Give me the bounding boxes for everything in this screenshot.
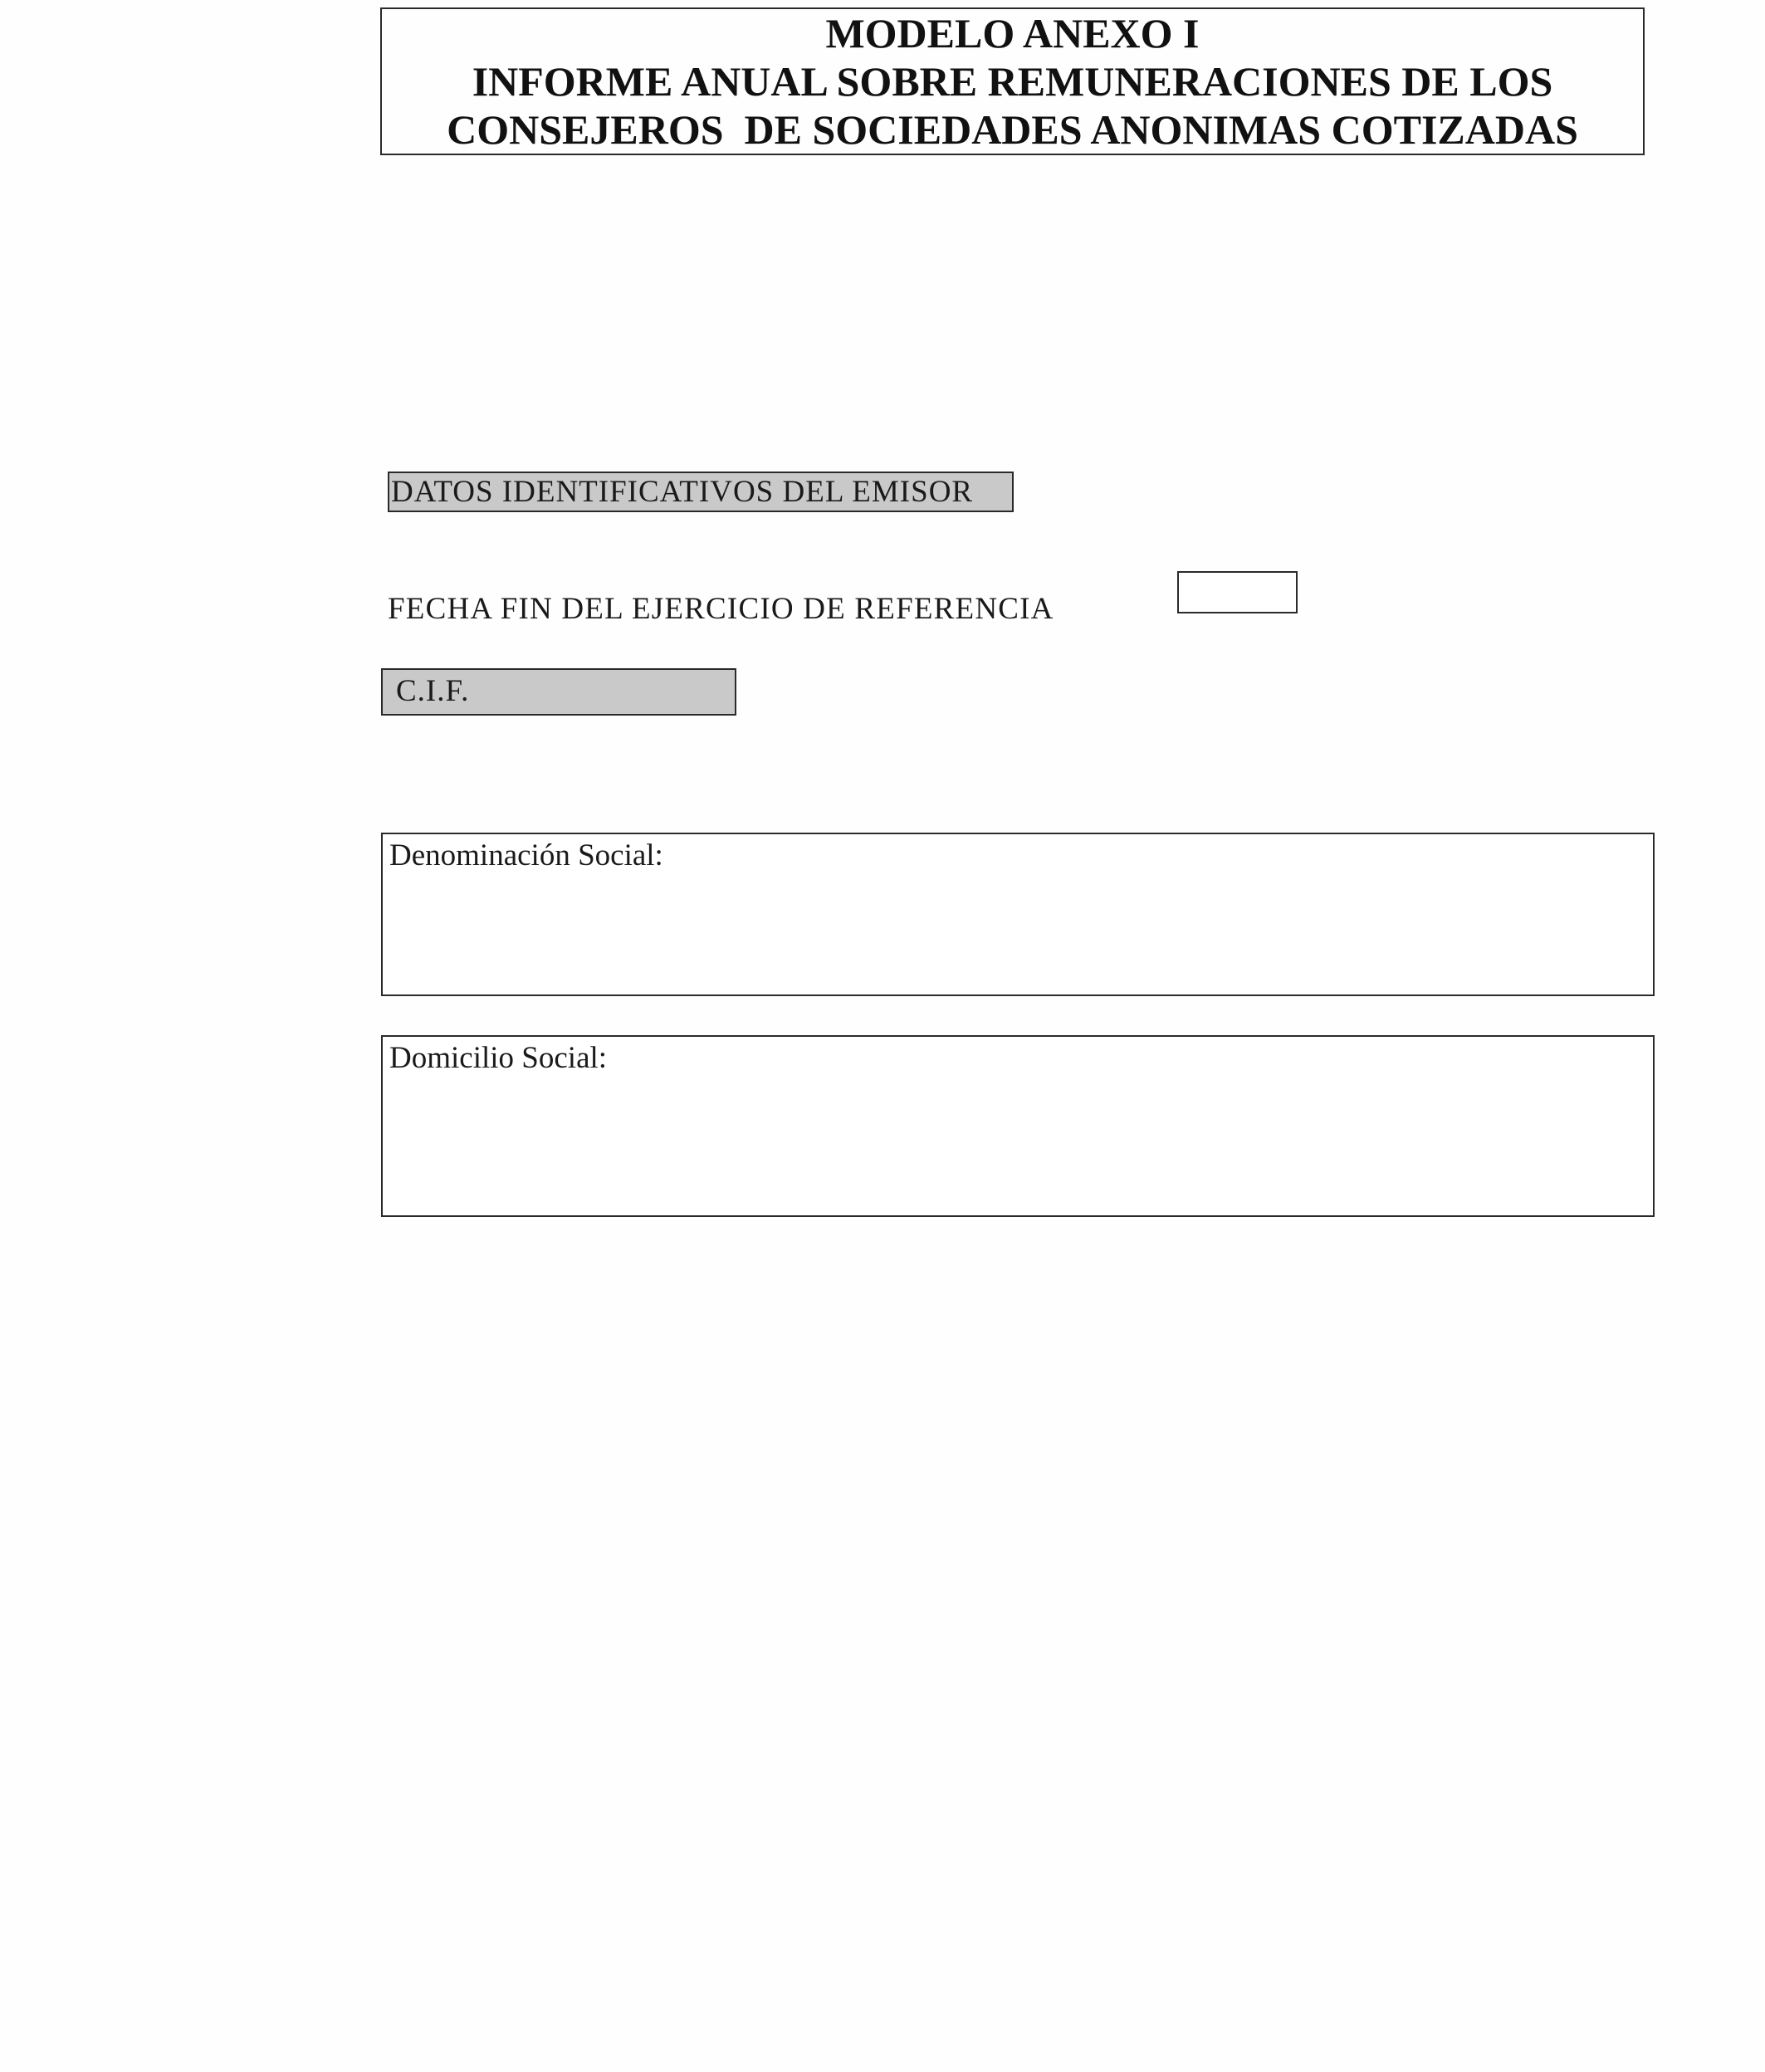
fiscal-year-end-field[interactable] (1177, 571, 1298, 613)
registered-address-field[interactable] (381, 1035, 1655, 1217)
fiscal-year-end-label: FECHA FIN DEL EJERCICIO DE REFERENCIA (388, 592, 1054, 626)
section-header-issuer-data: DATOS IDENTIFICATIVOS DEL EMISOR (388, 472, 1014, 512)
company-name-label: Denominación Social: (389, 838, 663, 872)
company-name-field[interactable] (381, 833, 1655, 996)
title-line-3: CONSEJEROS DE SOCIEDADES ANONIMAS COTIZADAS (447, 106, 1578, 153)
cif-label: C.I.F. (396, 674, 470, 708)
title-line-2: INFORME ANUAL SOBRE REMUNERACIONES DE LOS (472, 58, 1553, 105)
cif-field[interactable] (381, 668, 736, 716)
registered-address-label: Domicilio Social: (389, 1041, 608, 1075)
title-line-1: MODELO ANEXO I (825, 10, 1200, 56)
document-title-box (380, 7, 1645, 155)
